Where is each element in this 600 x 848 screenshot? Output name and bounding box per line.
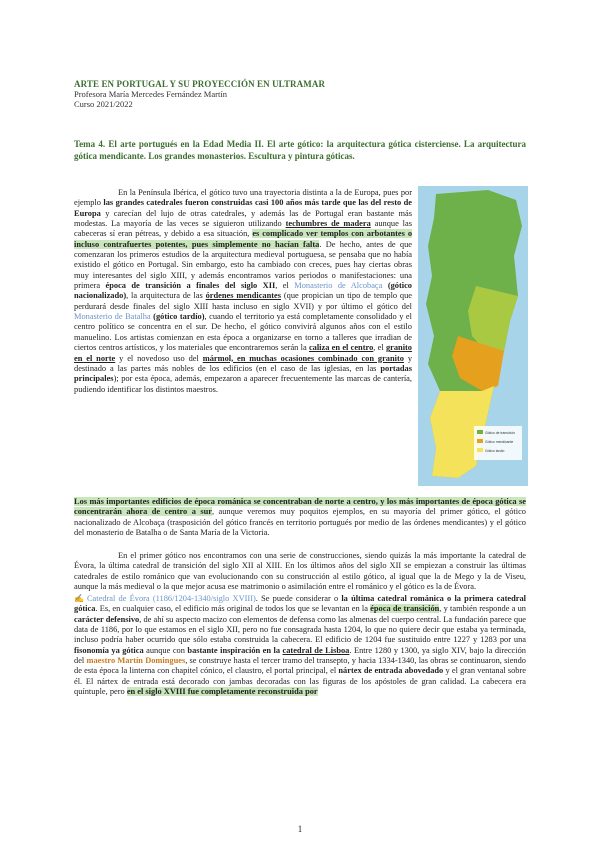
map-legend-swatch-3 bbox=[477, 448, 483, 452]
course-year: Curso 2021/2022 bbox=[74, 99, 133, 109]
map-legend-label-2: Gótico mendicante bbox=[485, 440, 514, 444]
topic-heading: Tema 4. El arte portugués en la Edad Media II. El arte gótico: la arquitectura gótica cisterciense. La arquitectura gótica mendicante. Los grandes monasterios. Escultura y pintura góticas. bbox=[74, 139, 526, 161]
link-alcobaca[interactable]: Monasterio de Alcobaça bbox=[294, 281, 383, 291]
document-bullet-icon: ✍ bbox=[74, 594, 84, 603]
course-title: ARTE EN PORTUGAL Y SU PROYECCIÓN EN ULTRAMAR bbox=[74, 79, 326, 89]
map-legend-swatch-1 bbox=[477, 430, 483, 434]
document-header bbox=[74, 79, 325, 109]
professor-name: Profesora María Mercedes Fernández Martín bbox=[74, 89, 227, 99]
link-catedral-evora[interactable]: Catedral de Évora (1186/1204-1340/siglo XVIII) bbox=[86, 594, 256, 603]
paragraph-regions: Los más importantes edificios de época románica se concentraban de norte a centro, y los más importantes de época gótica se concentrarán ahora de centro a sur, aunque veremos muy poquitos ejemplos, en su mayoría del primer gótico, el gótico nacionalizado de Alcobaça (trasposición del gótico francés en territorio portugués por medio de las órdenes mendicantes) y el gótico del monasterio de Batalha o de Santa María de la Victoria. bbox=[74, 497, 526, 538]
portugal-gothic-map bbox=[418, 186, 528, 486]
map-legend-label-3: Gótico tardío bbox=[485, 449, 505, 453]
paragraph-first-gothic: En el primer gótico nos encontramos con una serie de construcciones, siendo quizás la más importante la catedral de Évora, la última catedral de transición del siglo XII al XIII. En los últimos años del siglo XII se empiezan a construir las últimas catedrales de estilo románico que van evolucionando con su construcción al estilo gótico, al igual que la de Mego y la de Viseu, aunque la más medieval o la que mejor acusa ese matrimonio o asimilación entre el románico y el gótico es la de Évora. bbox=[74, 551, 526, 592]
paragraph-intro: En la Península Ibérica, el gótico tuvo una trayectoria distinta a la de Europa, pues por ejemplo las grandes catedrales fueron construidas casi 100 años más tarde que las del resto de Europa y carecían del lujo de otras catedrales, y además las de Portugal eran bastante más modestas. La mayoría de las veces se siguieron utilizando techumbres de madera aunque las cabeceras sí eran pétreas, y debido a esa situación, es complicado ver templos con arbotantes o incluso contrafuertes potentes, pues simplemente no hacían falta. De hecho, antes de que comenzaran los primeros estudios de la arquitectura medieval portuguesa, se pensaba que no había existido el gótico en Portugal. Sin embargo, esto ha cambiado con creces, pues hay ciertas obras muy interesantes del siglo XIII, y además encontramos varios periodos o manifestaciones: una primera época de transición a finales del siglo XII, el Monasterio de Alcobaça (gótico nacionalizado), la arquitectura de las órdenes mendicantes (que propician un tipo de templo que perdurará desde finales del siglo XIII hasta incluso en siglo XVII) y por último el gótico del Monasterio de Batalha (gótico tardío), cuando el territorio ya está completamente consolidado y el centro político se concentra en el sur. De hecho, el gótico convivirá algunos años con el estilo manuelino. Los artistas comienzan en esta época a organizarse en torno a talleres que irradian de ciertos centros artísticos, y los materiales que encontraremos serán la caliza en el centro, el granito en el norte y el novedoso uso del mármol, en muchas ocasiones combinado con granito y destinado a las partes más nobles de los edificios (en el caso de las iglesias, en las portadas principales); por esta época, además, empezaron a aparecer frecuentemente las marcas de cantería, pudiendo identificar los distintos maestros. bbox=[74, 188, 413, 394]
map-legend-swatch-2 bbox=[477, 439, 483, 443]
page-number: 1 bbox=[297, 824, 303, 834]
map-legend-label-1: Gótico de transición bbox=[485, 431, 515, 435]
paragraph-evora: ✍ Catedral de Évora (1186/1204-1340/siglo XVIII). Se puede considerar o la última catedral románica o la primera catedral gótica. Es, en cualquier caso, el edificio más original de todos los que se levantan en la época de transición, y también responde a un carácter defensivo, de ahí su aspecto macizo con elementos de defensa como las almenas del cuerpo central. La fundación parece que data de 1186, por lo que estamos en el siglo XII, pero no fue consagrada hasta 1204, lo que no quiere decir que estaba ya terminada, incluso podría haber ocurrido que sólo estaba construida la cabecera. El edificio de 1204 fue sustituido entre 1227 y 1283 por una fisonomía ya gótica aunque con bastante inspiración en la catedral de Lisboa. Entre 1280 y 1300, ya siglo XIV, bajo la dirección del maestro Martín Domingues, se construye hasta el tercer tramo del transepto, y hacia 1334-1340, las obras se continuaron, siendo de esta época la linterna con chapitel cónico, el claustro, el portal principal, el nártex de entrada abovedado y el gran ventanal sobre él. El nártex de entrada está decorado con jambas decoradas con las figuras de los apóstoles de gran calidad. La cabecera era quíntuple, pero en el siglo XVIII fue completamente reconstruida por bbox=[74, 594, 526, 697]
link-batalha[interactable]: Monasterio de Batalha bbox=[74, 312, 151, 322]
